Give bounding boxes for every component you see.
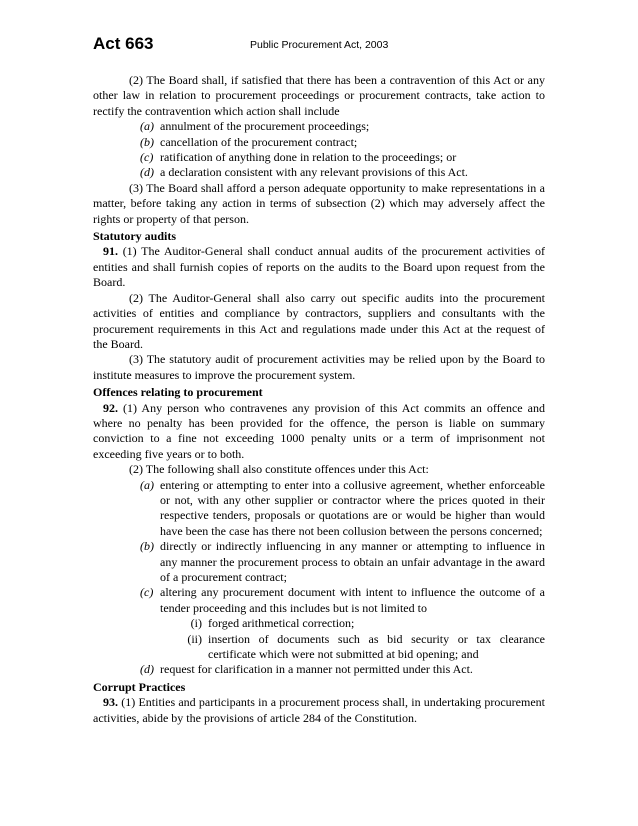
sublist-item <box>160 632 545 663</box>
list <box>93 119 545 181</box>
item-label: (d) <box>140 165 154 180</box>
list-item <box>140 539 545 585</box>
section-heading: Offences relating to procurement <box>93 385 263 400</box>
list-item <box>140 119 545 134</box>
item-text: a declaration consistent with any relevant provisions of this Act. <box>160 165 468 180</box>
paragraph <box>93 401 545 463</box>
paragraph: (2) The Auditor-General shall also carry out specific audits into the procurement activities of entities and compliance by contractors, suppliers and consultants with the procurement requirements in this Act and regulations made under this Act at the request of the Board. <box>93 290 545 351</box>
item-text: ratification of anything done in relation to the proceedings; or <box>160 150 457 165</box>
item-label: (b) <box>140 134 154 149</box>
section-number: 91. <box>103 244 118 259</box>
section-text: (1) The Auditor-General shall conduct annual audits of the procurement activities of entities and shall furnish copies of reports on the audits to the Board upon request from the Board. <box>93 244 545 290</box>
item-text: annulment of the procurement proceedings; <box>160 119 370 134</box>
paragraph <box>93 695 545 726</box>
list <box>93 478 545 678</box>
item-text: altering any procurement document with intent to influence the outcome of a tender proceeding and this includes but is not limited to <box>160 585 545 615</box>
subitem-text: forged arithmetical correction; <box>208 616 355 631</box>
list-item <box>140 478 545 540</box>
document-body <box>93 73 545 726</box>
item-label: (d) <box>140 662 154 677</box>
item-text: cancellation of the procurement contract; <box>160 134 358 149</box>
section-number: 92. <box>103 400 118 415</box>
section-heading: Corrupt Practices <box>93 679 186 694</box>
list-item <box>140 135 545 150</box>
item-text: directly or indirectly influencing in any manner or attempting to influence in any manner the procurement process to obtain an unfair advantage in the award of a procurement contract; <box>160 539 545 584</box>
list-item <box>140 585 545 616</box>
paragraph: (2) The following shall also constitute offences under this Act: <box>129 462 429 477</box>
subitem-label: (i) <box>190 616 202 631</box>
item-label: (a) <box>140 119 154 134</box>
item-text: request for clarification in a manner not permitted under this Act. <box>160 662 473 677</box>
section-number: 93. <box>103 695 118 710</box>
item-label: (a) <box>140 477 154 492</box>
subitem-text: insertion of documents such as bid security or tax clearance certificate which were not submitted at bid opening; and <box>208 631 545 662</box>
subitem-label: (ii) <box>187 631 202 646</box>
paragraph: (3) The Board shall afford a person adequate opportunity to make representations in a matter, before taking any action in terms of subsection (2) which may adversely affect the rights or property of that person. <box>93 180 545 226</box>
item-label: (b) <box>140 539 154 554</box>
list-item <box>140 165 545 180</box>
item-label: (c) <box>140 150 154 165</box>
section-text: (1) Any person who contravenes any provision of this Act commits an offence and where no penalty has been provided for the offence, the person is liable on summary conviction to a fine not exceeding 1000 penalty units or a term of imprisonment not exceeding five years or to both. <box>93 400 545 461</box>
section-heading: Statutory audits <box>93 229 177 244</box>
list-item <box>140 150 545 165</box>
list-item <box>140 662 545 677</box>
act-number: Act 663 <box>93 34 154 53</box>
item-label: (c) <box>140 585 154 600</box>
paragraph: (2) The Board shall, if satisfied that there has been a contravention of this Act or any other law in relation to procurement proceedings or procurement contracts, take action to rectify the contravention which action shall include <box>93 73 545 118</box>
item-text: entering or attempting to enter into a collusive agreement, whether enforceable or not, with any other supplier or contractor where the prices quoted in their respective tenders, proposals or quotations are or would be higher than would have been the case has there not been collusion between the persons concerned; <box>160 477 545 538</box>
section-text: (1) Entities and participants in a procurement process shall, in undertaking procurement activities, abide by the provisions of article 284 of the Constitution. <box>93 695 545 725</box>
paragraph: (3) The statutory audit of procurement activities may be relied upon by the Board to institute measures to improve the procurement system. <box>93 352 545 382</box>
sublist <box>140 616 545 662</box>
sublist-item <box>160 616 545 631</box>
running-title: Public Procurement Act, 2003 <box>250 39 389 51</box>
paragraph <box>93 244 545 290</box>
